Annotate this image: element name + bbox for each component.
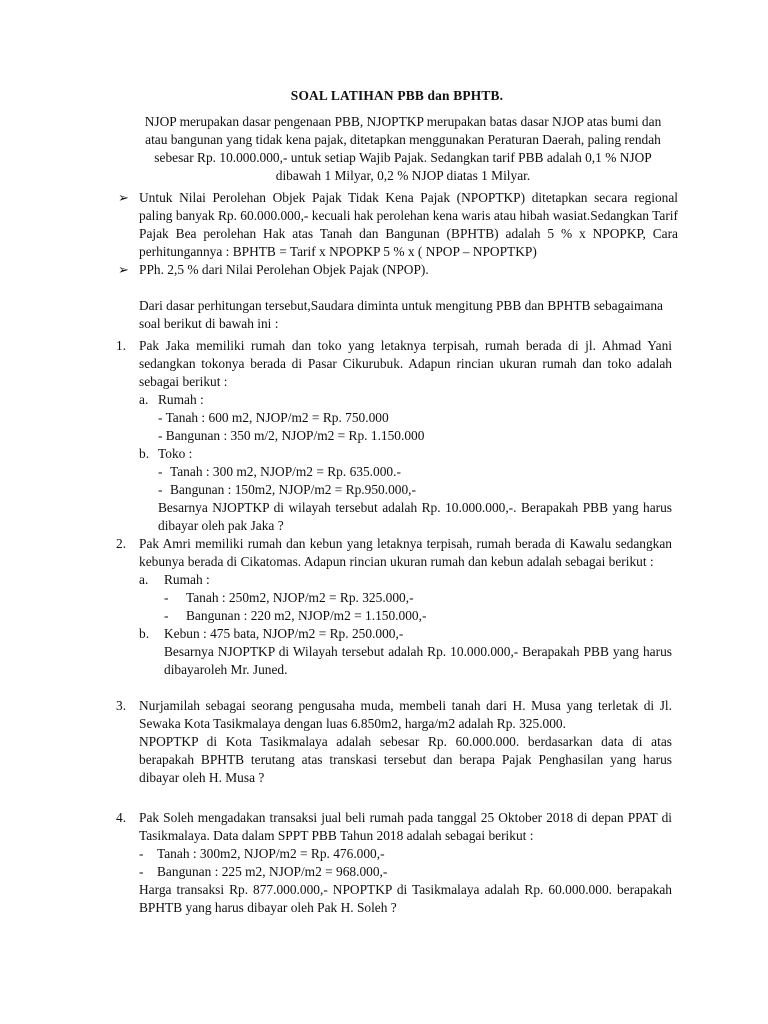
question-4 (116, 809, 672, 917)
detail-line (139, 481, 672, 499)
detail-text: Bangunan : 220 m2, NJOP/m2 = 1.150.000,- (186, 608, 427, 623)
dash-marker: - (158, 482, 163, 497)
question-body (139, 337, 672, 535)
dash-marker: - (164, 608, 169, 623)
arrow-bullet-icon: ➢ (118, 190, 129, 205)
sub-label: a. (139, 572, 149, 587)
sub-label: b. (139, 446, 150, 461)
question-text: Nurjamilah sebagai seorang pengusaha muda, membeli tanah dari H. Musa yang terletak di Jl. Sewaka Kota Tasikmalaya dengan luas 6.850m2, harga/m2 adalah Rp. 325.000. (139, 698, 672, 731)
sub-item-a (139, 391, 672, 409)
detail-line (139, 463, 672, 481)
detail-text: Bangunan : 150m2, NJOP/m2 = Rp.950.000,- (170, 482, 416, 497)
detail-line: - Tanah : 600 m2, NJOP/m2 = Rp. 750.000 (158, 410, 389, 425)
question-text: Pak Jaka memiliki rumah dan toko yang letaknya terpisah, rumah berada di jl. Ahmad Yani sedangkan tokonya berada di Pasar Cikurubuk. Adapun rincian ukuran rumah dan toko adalah sebagai berikut : (139, 338, 672, 389)
bullet-text: PPh. 2,5 % dari Nilai Perolehan Objek Pajak (NPOP). (139, 262, 429, 277)
question-text-2: NPOPTKP di Kota Tasikmalaya adalah sebesar Rp. 60.000.000. berdasarkan data di atas berapakah BPHTB terutang atas transkasi tersebut dan berapa Pajak Penghasilan yang harus dibayar oleh H. Musa ? (139, 734, 672, 785)
bullet-list (118, 189, 678, 279)
page-title: SOAL LATIHAN PBB dan BPHTB. (290, 88, 504, 103)
bullet-item (118, 189, 678, 261)
sub-title: Toko : (158, 446, 193, 461)
question-3 (116, 697, 672, 787)
sub-title: Rumah : (158, 392, 204, 407)
bullet-text: Untuk Nilai Perolehan Objek Pajak Tidak Kena Pajak (NPOPTKP) ditetapkan secara regional paling banyak Rp. 60.000.000,- kecuali hak perolehan kena waris atau hibah wasiat.Sedangkan Tarif Pajak Bea perolehan Hak atas Tanah dan Bangunan (BPHTB) adalah 5 % x NPOPKP, Cara perhitungannya : BPHTB = Tarif x NPOPKP 5 % x ( NPOP – NPOPTKP) (139, 190, 678, 259)
dash-marker: - (158, 464, 163, 479)
question-body (139, 535, 672, 679)
question-closing: Besarnya NJOPTKP di Wilayah tersebut adalah Rp. 10.000.000,- Berapakah PBB yang harus dibayaroleh Mr. Juned. (164, 644, 672, 677)
dash-marker: - (139, 846, 144, 861)
question-2 (116, 535, 672, 679)
question-number: 4. (116, 810, 127, 825)
question-body (139, 809, 672, 917)
sub-label: a. (139, 392, 149, 407)
question-text: Pak Soleh mengadakan transaksi jual beli rumah pada tanggal 25 Oktober 2018 di depan PPAT di Tasikmalaya. Data dalam SPPT PBB Tahun 2018 adalah sebagai berikut : (139, 810, 672, 843)
question-closing: Harga transaksi Rp. 877.000.000,- NPOPTKP di Tasikmalaya adalah Rp. 60.000.000. berapakah BPHTB yang harus dibayar oleh Pak H. Soleh ? (139, 882, 672, 915)
detail-text: Tanah : 300 m2, NJOP/m2 = Rp. 635.000.- (170, 464, 401, 479)
question-closing: Besarnya NJOPTKP di wilayah tersebut adalah Rp. 10.000.000,-. Berapakah PBB yang harus dibayar oleh pak Jaka ? (158, 500, 672, 533)
question-1 (116, 337, 672, 535)
intro-paragraph: NJOP merupakan dasar pengenaan PBB, NJOPTKP merupakan batas dasar NJOP atas bumi dan atau bangunan yang tidak kena pajak, ditetapkan menggunakan Peraturan Daerah, paling rendah sebesar Rp. 10.000.000,- untuk setiap Wajib Pajak. Sedangkan tarif PBB adalah 0,1 % NJOP dibawah 1 Milyar, 0,2 % NJOP diatas 1 Milyar. (144, 114, 662, 183)
sub-item-a (139, 571, 672, 589)
sub-label: b. (139, 626, 150, 641)
detail-line (139, 607, 672, 625)
instruction-paragraph: Dari dasar perhitungan tersebut,Saudara diminta untuk mengitung PBB dan BPHTB sebagaimana soal berikut di bawah ini : (139, 298, 663, 331)
detail-line (139, 845, 672, 863)
dash-marker: - (139, 864, 144, 879)
sub-item-b (139, 625, 672, 643)
sub-title: Rumah : (164, 572, 210, 587)
question-number: 3. (116, 698, 127, 713)
question-text: Pak Amri memiliki rumah dan kebun yang letaknya terpisah, rumah berada di Kawalu sedangkan kebunya berada di Cikatomas. Adapun rincian ukuran rumah dan kebun adalah sebagai berikut : (139, 536, 672, 569)
detail-line (139, 589, 672, 607)
detail-text: Tanah : 300m2, NJOP/m2 = Rp. 476.000,- (157, 846, 385, 861)
detail-text: Bangunan : 225 m2, NJOP/m2 = 968.000,- (157, 864, 388, 879)
detail-line: - Bangunan : 350 m/2, NJOP/m2 = Rp. 1.150.000 (158, 428, 425, 443)
bullet-item (118, 261, 678, 279)
detail-text: Tanah : 250m2, NJOP/m2 = Rp. 325.000,- (186, 590, 414, 605)
question-body (139, 697, 672, 787)
dash-marker: - (164, 590, 169, 605)
question-number: 1. (116, 338, 127, 353)
question-number: 2. (116, 536, 127, 551)
sub-item-b (139, 445, 672, 463)
arrow-bullet-icon: ➢ (118, 262, 129, 277)
detail-line (139, 863, 672, 881)
sub-title: Kebun : 475 bata, NJOP/m2 = Rp. 250.000,- (164, 626, 404, 641)
